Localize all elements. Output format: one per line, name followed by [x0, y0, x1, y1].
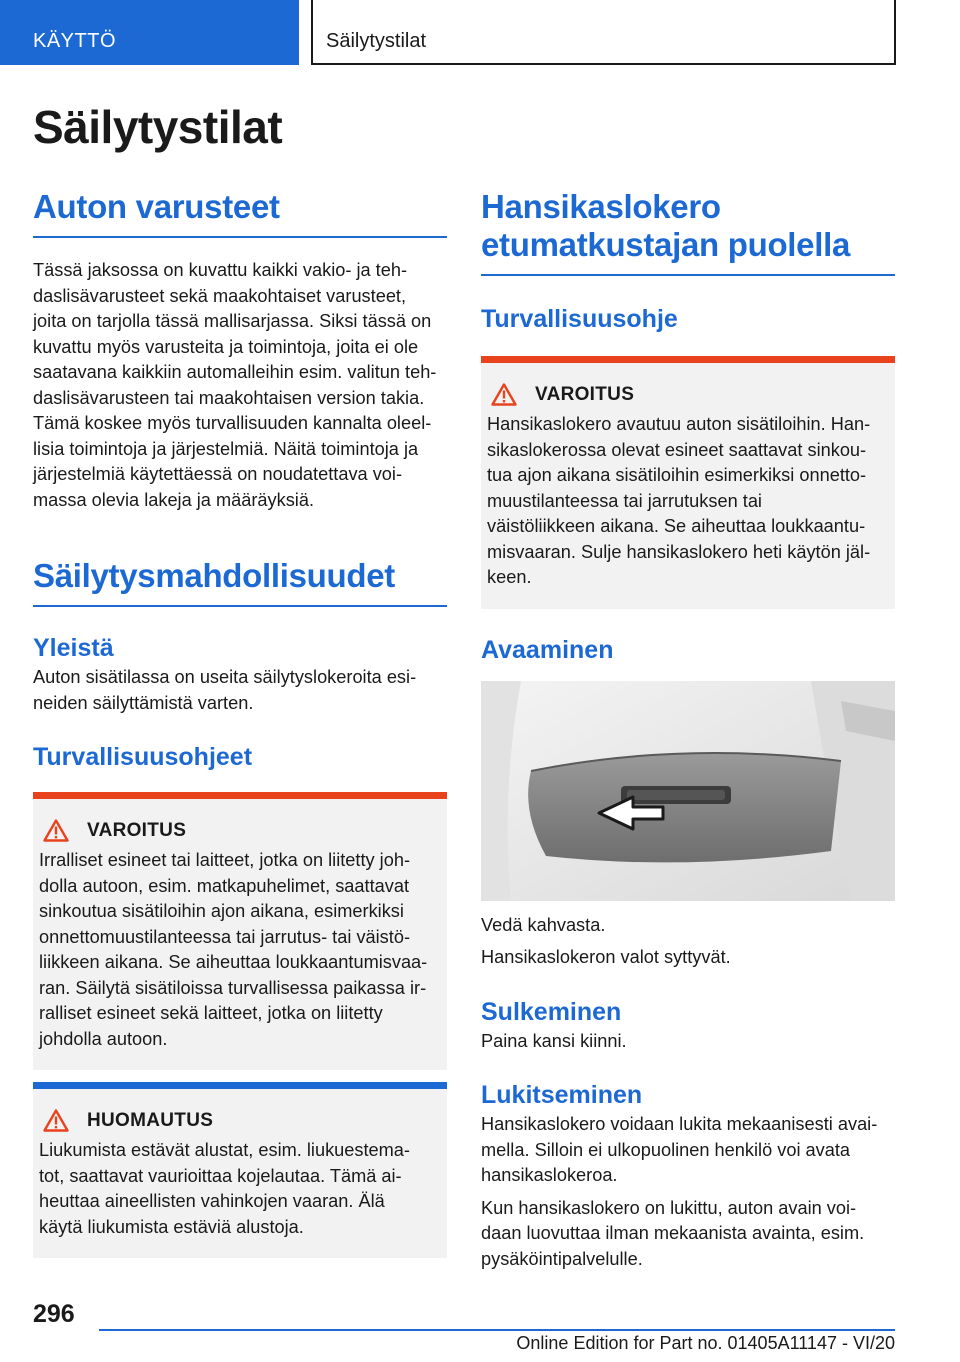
text-line: neiden säilyttämistä varten.: [33, 692, 254, 713]
footer-edition: Online Edition for Part no. 01405A11147 - VI/20: [516, 1333, 895, 1353]
text-line: keen.: [487, 567, 532, 587]
footer-rule: [99, 1329, 895, 1331]
text-line: mella. Silloin ei ulkopuolinen henkilö voi avata: [481, 1139, 851, 1160]
text-line: Tässä jaksossa on kuvattu kaikki vakio- ja teh-: [33, 260, 408, 280]
warning-text: [487, 412, 885, 591]
text-line: sikaslokerossa olevat esineet saattavat sinkou-: [487, 439, 867, 460]
glovebox-illustration: [481, 681, 895, 901]
text-line: Hansikaslokero avautuu auton sisätiloihin. Han-: [487, 414, 871, 434]
text-line: saatavana kaikkiin automalleihin esim. valitun teh-: [33, 362, 437, 382]
section-label: KÄYTTÖ: [33, 30, 117, 52]
notice-box: [33, 1082, 447, 1258]
warning-box: [33, 792, 447, 1070]
text-line: ran. Säilytä sisätiloissa turvallisessa paikassa ir-: [39, 977, 427, 998]
text-line: johdolla autoon.: [39, 1028, 168, 1049]
heading-avaaminen: Avaaminen: [481, 635, 614, 664]
heading-line: Hansikaslokero: [481, 188, 721, 225]
paragraph-sulkeminen: Paina kansi kiinni.: [481, 1030, 627, 1051]
text-line: dolla autoon, esim. matkapuhelimet, saattavat: [39, 875, 410, 896]
notice-bar: [33, 1082, 447, 1089]
paragraph-auton-varusteet: [33, 258, 447, 513]
text-line: Irralliset esineet tai laitteet, jotka on liitetty joh-: [39, 850, 410, 870]
warning-box: [481, 356, 895, 609]
heading-turvallisuusohje: Turvallisuusohje: [481, 305, 678, 333]
paragraph-lukitseminen-1: [481, 1112, 895, 1189]
text-line: Liukumista estävät alustat, esim. liukuestema-: [39, 1140, 410, 1160]
warning-triangle-icon: [491, 383, 517, 406]
text-line: sinkoutua sisätiloihin ajon aikana, esimerkiksi: [39, 901, 404, 921]
paragraph-avaaminen-1: Vedä kahvasta.: [481, 914, 606, 935]
warning-text: [39, 848, 437, 1052]
paragraph-yleista: [33, 665, 447, 716]
text-line: tua ajon aikana sisätiloihin esimerkiksi onnetto-: [487, 465, 867, 485]
paragraph-lukitseminen-2: [481, 1196, 895, 1273]
warning-bar: [481, 356, 895, 363]
text-line: Tämä koskee myös turvallisuuden kannalta oleel-: [33, 413, 432, 433]
warning-title: VAROITUS: [87, 819, 187, 841]
chapter-box: [311, 0, 896, 65]
warning-bar: [33, 792, 447, 799]
text-line: Auton sisätilassa on useita säilytyslokeroita esi-: [33, 667, 417, 687]
notice-text: [39, 1138, 437, 1240]
heading-hansikaslokero: [481, 188, 895, 264]
warning-triangle-icon: [43, 819, 69, 842]
text-line: misvaaran. Sulje hansikaslokero heti käytön jäl-: [487, 541, 871, 562]
text-line: tot, saattavat vaurioittaa kojelautaa. Tämä ai-: [39, 1165, 402, 1186]
right-column: [481, 188, 895, 1272]
notice-title: HUOMAUTUS: [87, 1109, 214, 1131]
text-line: ralliset esineet sekä laitteet, jotka on liitetty: [39, 1003, 383, 1023]
text-line: lisia toimintoja ja järjestelmiä. Näitä toimintoja ja: [33, 438, 419, 459]
heading-yleista: Yleistä: [33, 634, 114, 662]
text-line: väistöliikkeen aikana. Se aiheuttaa loukkaantu-: [487, 516, 866, 536]
text-line: käytä liukumista estäviä alustoja.: [39, 1216, 304, 1237]
heading-sulkeminen: Sulkeminen: [481, 997, 622, 1026]
chapter-label: Säilytystilat: [326, 30, 427, 52]
heading-sailytysmahdollisuudet: Säilytysmahdollisuudet: [33, 557, 395, 594]
text-line: liikkeen aikana. Se aiheuttaa loukkaantumisvaa-: [39, 952, 428, 972]
heading-rule: [33, 605, 447, 607]
heading-rule: [33, 236, 447, 238]
text-line: Hansikaslokero voidaan lukita mekaanisesti avai-: [481, 1114, 878, 1134]
text-line: hansikaslokeroa.: [481, 1165, 618, 1185]
text-line: kuvattu myös varusteita ja toimintoja, joita ei ole: [33, 336, 419, 357]
heading-rule: [481, 274, 895, 276]
heading-turvallisuusohjeet: Turvallisuusohjeet: [33, 743, 253, 771]
text-line: daslisävarusteet sekä maakohtaiset varusteet,: [33, 285, 407, 306]
text-line: daan luovuttaa ilman mekaanista avainta, esim.: [481, 1223, 865, 1243]
paragraph-avaaminen-2: Hansikaslokeron valot syttyvät.: [481, 947, 731, 967]
text-line: joita on tarjolla tässä mallisarjassa. Siksi tässä on: [33, 311, 432, 331]
heading-line: etumatkustajan puolella: [481, 226, 851, 263]
section-tab: [0, 0, 299, 65]
warning-triangle-icon: [43, 1109, 69, 1132]
heading-lukitseminen: Lukitseminen: [481, 1081, 643, 1109]
text-line: heuttaa aineellisten vahinkojen vaaran. Älä: [39, 1191, 385, 1211]
text-line: daslisävarusteen tai maakohtaisen version takia.: [33, 387, 425, 408]
text-line: onnettomuustilanteessa tai jarrutus- tai väistö-: [39, 926, 411, 947]
page-title: Säilytystilat: [33, 101, 283, 153]
text-line: muustilanteessa tai jarrutuksen tai: [487, 490, 762, 511]
page-number: 296: [33, 1300, 75, 1328]
warning-title: VAROITUS: [535, 383, 635, 405]
heading-auton-varusteet: Auton varusteet: [33, 188, 280, 225]
left-column: [33, 188, 447, 1258]
text-line: pysäköintipalvelulle.: [481, 1248, 643, 1269]
glovebox-photo: [481, 681, 895, 901]
text-line: massa olevia lakeja ja määräyksiä.: [33, 489, 315, 510]
text-line: järjestelmiä käytettäessä on noudatettava voi-: [33, 464, 403, 484]
text-line: Kun hansikaslokero on lukittu, auton avain voi-: [481, 1197, 857, 1218]
